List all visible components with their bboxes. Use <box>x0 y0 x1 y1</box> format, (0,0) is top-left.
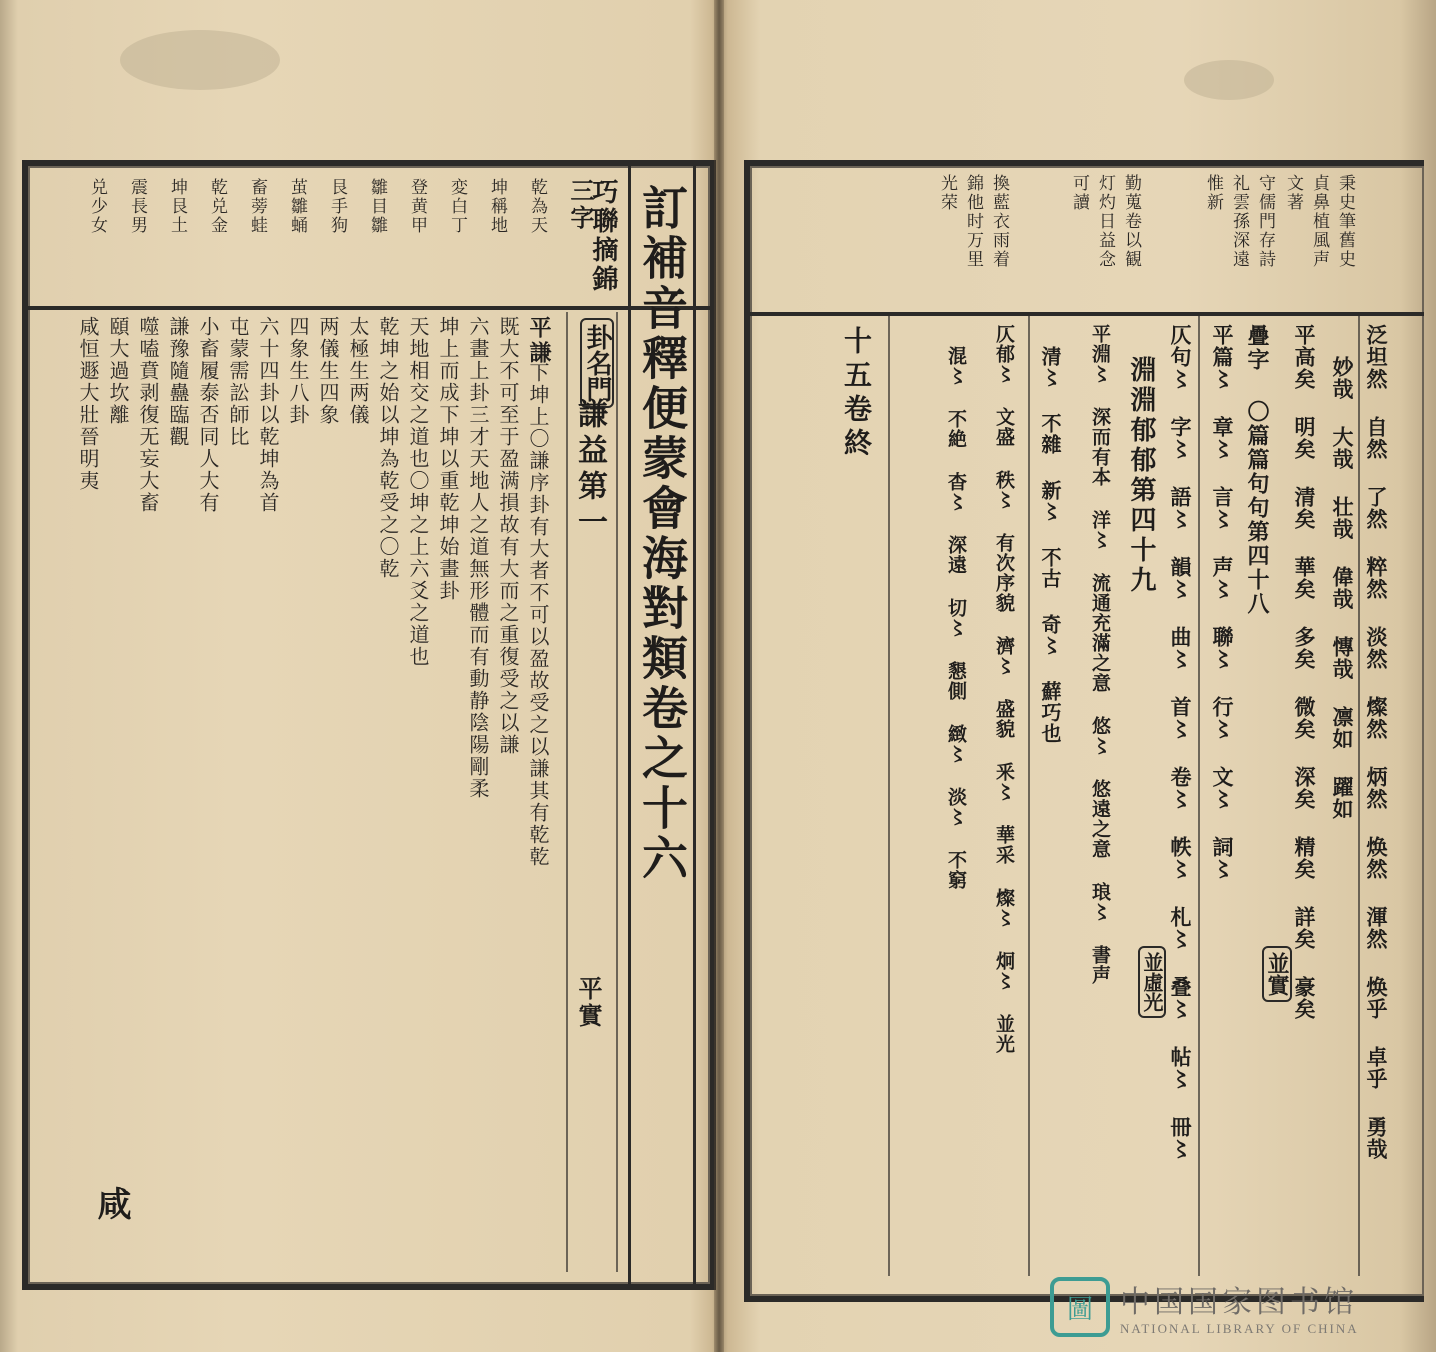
right-page-frame <box>744 160 1424 1302</box>
note-1: 秉史筆舊史 <box>1335 174 1355 269</box>
text-column-9: 清〻 不雜 新〻 不古 奇〻 蘚巧也 <box>1038 346 1062 744</box>
library-seal-icon: 圖 <box>1050 1277 1110 1337</box>
text-column-16: 咸恒遯大壯晉明夷 <box>76 316 100 492</box>
text-column-15: 頤大過坎離 <box>106 316 130 426</box>
note-9: 可讀 <box>1069 174 1089 212</box>
text-column-13: 謙豫隨蠱臨觀 <box>166 316 190 448</box>
right-page <box>724 0 1436 1352</box>
column-rule <box>888 316 890 1276</box>
bing-xu-guang-label: 並虛光 <box>1138 946 1166 1018</box>
section-header: 巧聯摘錦 <box>588 178 618 294</box>
note-11: 錦他时万里 <box>963 174 983 269</box>
left-page <box>0 0 716 1352</box>
note-10: 換藍衣雨着 <box>989 174 1009 269</box>
text-column-14: 噬嗑賁剥復无妄大畜 <box>136 316 160 514</box>
left-page-frame <box>22 160 716 1290</box>
text-column-2: 妙哉 大哉 壮哉 偉哉 慱哉 凛如 躍如 <box>1330 356 1355 820</box>
column-rule <box>1198 316 1200 1276</box>
right-top-notes-band <box>750 166 1424 316</box>
text-column-6: 仄句〻 字〻 語〻 韻〻 曲〻 首〻 卷〻 帙〻 札〻 叠〻 帖〻 冊〻 <box>1168 324 1193 1160</box>
note-7: 勤蒐卷以観 <box>1121 174 1141 269</box>
volume-title: 訂補音釋便蒙會海對類卷之十六 <box>635 184 689 884</box>
door-label-box: 卦名門 <box>580 318 614 408</box>
text-column-1: 下坤上〇謙序卦有大者不可以盈故受之以謙其有乾乾 <box>526 362 550 868</box>
text-column-8: 平淵〻 深而有本 洋〻 流通充滿之意 悠〻 悠遠之意 琅〻 書声 <box>1089 324 1111 985</box>
note-6: 艮手狗 <box>327 178 347 235</box>
text-column-7: 太極生两儀 <box>346 316 370 426</box>
note-10: 坤艮土 <box>167 178 187 235</box>
text-column-10: 仄郁〻 文盛 秩〻 有次序貌 濟〻 盛貌 釆〻 華采 燦〻 炯〻 並光 <box>993 324 1015 1054</box>
note-5: 礼雲孫深遠 <box>1229 174 1249 269</box>
text-column-5: 天地相交之道也〇坤之上六爻之道也 <box>406 316 430 668</box>
bottom-large-char: 咸 <box>91 1186 131 1226</box>
ping-shi-label: 平實 <box>574 976 603 1030</box>
note-11: 震長男 <box>127 178 147 235</box>
column-rule <box>1028 316 1030 1276</box>
note-3: 変白丁 <box>447 178 467 235</box>
note-2: 坤稱地 <box>487 178 507 235</box>
paper-stain <box>1184 60 1274 100</box>
title-column <box>628 166 696 1284</box>
note-4: 守儒門存詩 <box>1255 174 1275 269</box>
column-rule <box>616 312 618 1272</box>
book-gutter <box>714 0 724 1352</box>
note-8: 畜蒡蛙 <box>247 178 267 235</box>
watermark-cn: 中国国家图书馆 <box>1120 1285 1358 1320</box>
subheader-three-char: 三字 <box>566 178 595 232</box>
text-column-6: 乾坤之始以坤為乾受之〇乾 <box>376 316 400 580</box>
text-column-11: 混〻 不絶 杳〻 深遠 切〻 懇側 緻〻 淡〻 不窮 <box>945 346 967 890</box>
bing-shi-label: 並實 <box>1262 946 1292 1002</box>
note-5: 雛目雛 <box>367 178 387 235</box>
column-rule <box>566 312 568 1272</box>
library-watermark <box>1050 1272 1390 1342</box>
note-4: 登黄甲 <box>407 178 427 235</box>
text-column-4: 疊字 〇篇篇句句第四十八 <box>1244 324 1270 616</box>
watermark-en: NATIONAL LIBRARY OF CHINA <box>1120 1321 1359 1336</box>
ping-label: 平謙 <box>526 316 552 366</box>
paper-stain <box>120 30 280 90</box>
text-column-7: 淵淵郁郁第四十九 <box>1126 356 1156 596</box>
text-column-3: 六畫上卦三才天地人之道無形體而有動静陰陽剛柔 <box>466 316 490 800</box>
watermark-text <box>1120 1277 1359 1337</box>
note-8: 灯灼日益念 <box>1095 174 1115 269</box>
entry-title: 謙益第一 <box>572 398 607 542</box>
text-column-5: 平篇〻 章〻 言〻 声〻 聯〻 行〻 文〻 詞〻 <box>1210 324 1235 880</box>
text-column-1: 泛坦然 自然 了然 粹然 淡然 燦然 炳然 焕然 渾然 焕乎 卓乎 勇哉 <box>1364 324 1389 1160</box>
note-9: 乾兑金 <box>207 178 227 235</box>
text-column-8: 两儀生四象 <box>316 316 340 426</box>
note-12: 兑少女 <box>87 178 107 235</box>
text-column-2: 既大不可至于盈满損故有大而之重復受之以謙 <box>496 316 520 756</box>
text-column-4: 坤上而成下坤以重乾坤始畫卦 <box>436 316 460 602</box>
note-1: 乾為天 <box>527 178 547 235</box>
column-rule <box>1358 316 1360 1276</box>
volume-end-label: 十五卷終 <box>840 326 873 462</box>
note-6: 惟新 <box>1203 174 1223 212</box>
note-7: 茧雛蛹 <box>287 178 307 235</box>
text-column-12: 小畜履泰否同人大有 <box>196 316 220 514</box>
text-column-10: 六十四卦以乾坤為首 <box>256 316 280 514</box>
note-3: 文著 <box>1283 174 1303 212</box>
note-12: 光荣 <box>937 174 957 212</box>
text-column-11: 屯蒙需訟師比 <box>226 316 250 448</box>
text-column-9: 四象生八卦 <box>286 316 310 426</box>
note-2: 貞鼻植風声 <box>1309 174 1329 269</box>
text-column-3: 平高矣 明矣 清矣 華矣 多矣 微矣 深矣 精矣 詳矣 豪矣 <box>1292 324 1317 1020</box>
